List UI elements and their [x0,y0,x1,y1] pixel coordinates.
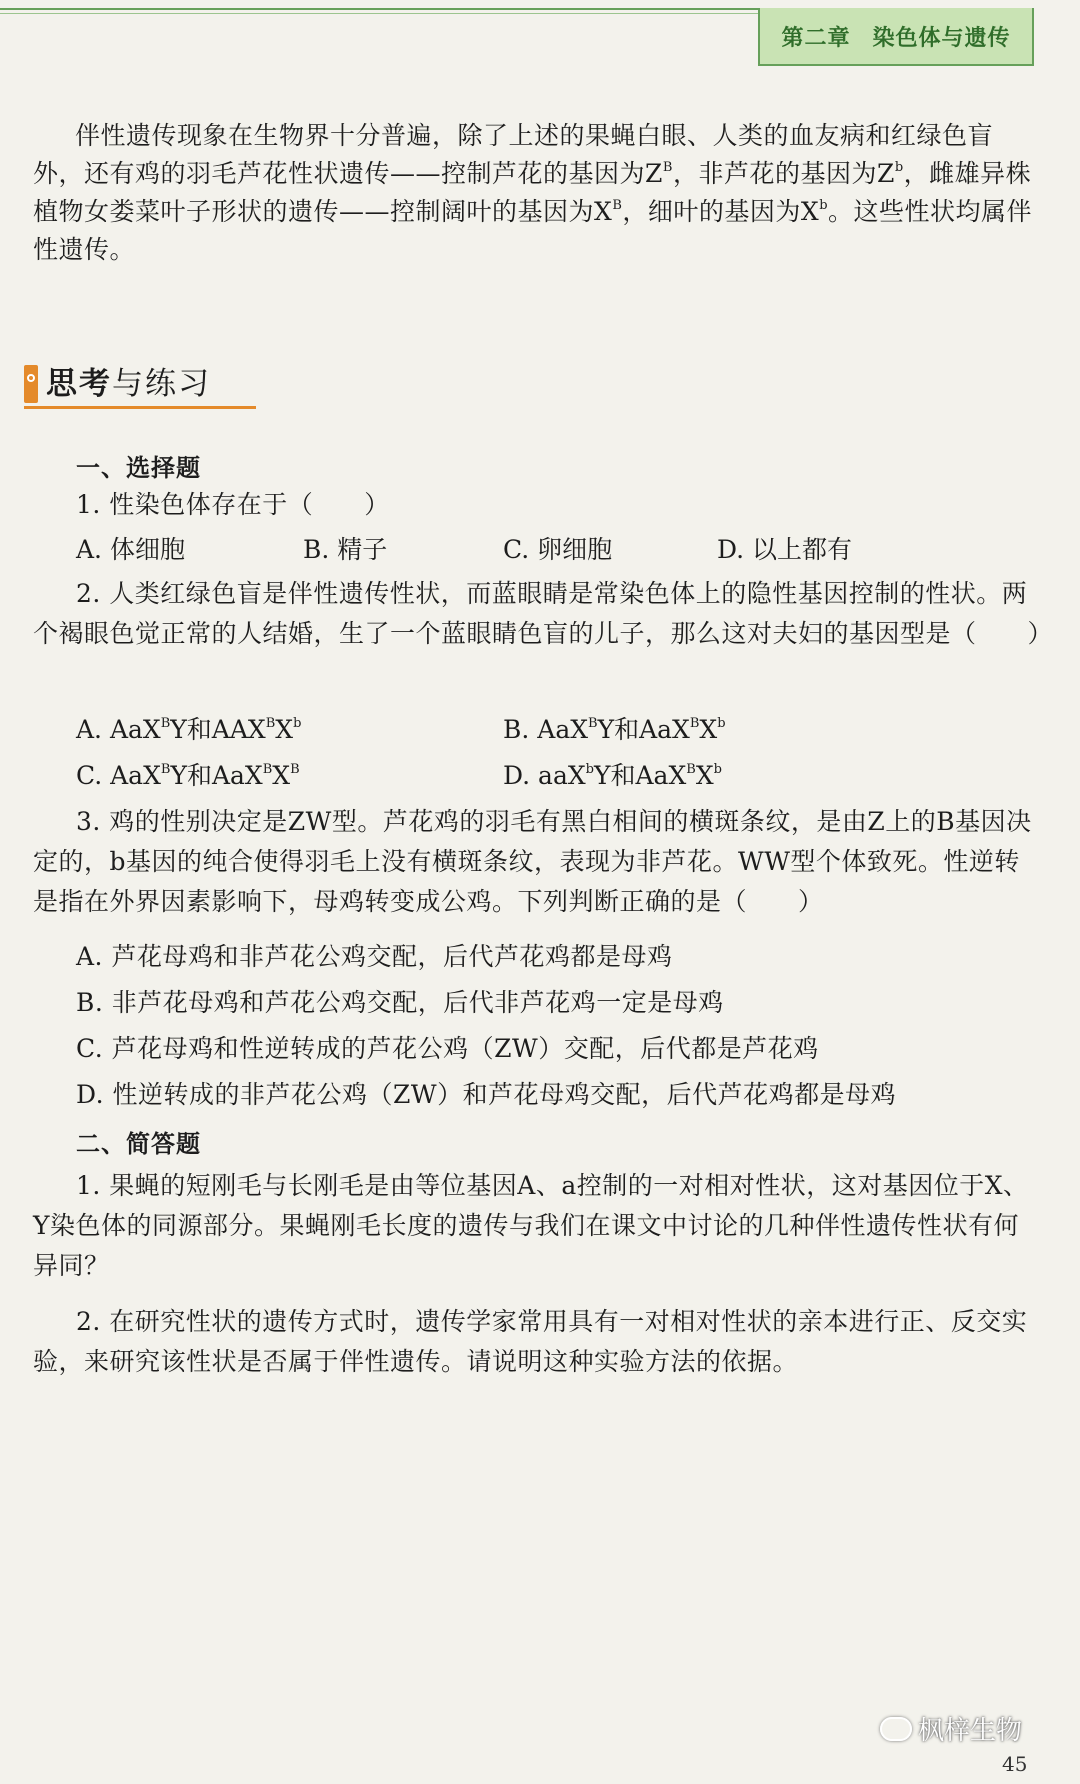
section-title: 思考与练习 [46,366,211,402]
q3-option-a: A. 芦花母鸡和非芦花公鸡交配，后代芦花鸡都是母鸡 [76,942,673,971]
q2-stem: 2. 人类红绿色盲是伴性遗传性状，而蓝眼睛是常染色体上的隐性基因控制的性状。两个褐眼色觉正常的人结婚，生了一个蓝眼睛色盲的儿子，那么这对夫妇的基因型是（ ） [33,579,1054,648]
part2-q2: 2. 在研究性状的遗传方式时，遗传学家常用具有一对相对性状的亲本进行正、反交实验，来研究该性状是否属于伴性遗传。请说明这种实验方法的依据。 [33,1307,1028,1376]
watermark [880,1710,1022,1747]
part1-heading: 一、选择题 [76,454,201,482]
q2-option-d: D. aaX$^b$Y和$AaX^BX^b$ [503,761,722,790]
q3-option-c: C. 芦花母鸡和性逆转成的芦花公鸡（ZW）交配，后代都是芦花鸡 [76,1034,819,1063]
chat-bubble-icon [880,1717,912,1741]
chapter-tab [758,8,1034,66]
heading-marker [24,365,38,403]
page-number: 45 [1002,1752,1028,1776]
part2-heading: 二、简答题 [76,1130,201,1158]
q1-option-b: B. 精子 [303,535,388,564]
chapter-title: 染色体与遗传 [872,25,1011,51]
q2-option-c: C. AaX$^B$Y和$AaX^BX^B$ [76,761,300,790]
q1-option-c: C. 卵细胞 [503,535,613,564]
header-rule [0,8,760,10]
q2-option-b: B. AaX$^B$Y和$AaX^BX^b$ [503,715,726,744]
part2-q1: 1. 果蝇的短刚毛与长刚毛是由等位基因A、a控制的一对相对性状，这对基因位于X、Y染色体的同源部分。果蝇刚毛长度的遗传与我们在课文中讨论的几种伴性遗传性状有何异同？ [33,1171,1029,1280]
pin-icon [27,374,35,382]
chapter-number: 第二章 [781,25,851,51]
section-heading [18,362,258,412]
q1-option-a: A. 体细胞 [76,535,185,564]
q2-option-a: A. AaX$^B$Y和$AAX^BX^b$ [76,715,302,744]
header-rule-thin [0,13,760,14]
q3-option-d: D. 性逆转成的非芦花公鸡（ZW）和芦花母鸡交配，后代芦花鸡都是母鸡 [76,1080,897,1109]
q1-option-d: D. 以上都有 [717,535,853,564]
heading-underline [24,406,256,409]
intro-paragraph: 伴性遗传现象在生物界十分普遍，除了上述的果蝇白眼、人类的血友病和红绿色盲外，还有鸡的羽毛芦花性状遗传——控制芦花的基因为$Z^B$，非芦花的基因为$Z^b$，雌雄异株植物女娄菜叶子形状的遗传——控制阔叶的基因为$X^B$，细叶的基因为$X^b$。这些性状均属伴性遗传。 [33,121,1033,264]
q3-stem: 3. 鸡的性别决定是ZW型。芦花鸡的羽毛有黑白相间的横斑条纹，是由Z上的B基因决定的，b基因的纯合使得羽毛上没有横斑条纹，表现为非芦花。WW型个体致死。性逆转是指在外界因素影响下，母鸡转变成公鸡。下列判断正确的是（ ） [33,807,1032,916]
watermark-text: 枫梓生物 [918,1716,1023,1746]
q1-stem: 1. 性染色体存在于（ ） [76,490,390,519]
q3-option-b: B. 非芦花母鸡和芦花公鸡交配，后代非芦花鸡一定是母鸡 [76,988,724,1017]
